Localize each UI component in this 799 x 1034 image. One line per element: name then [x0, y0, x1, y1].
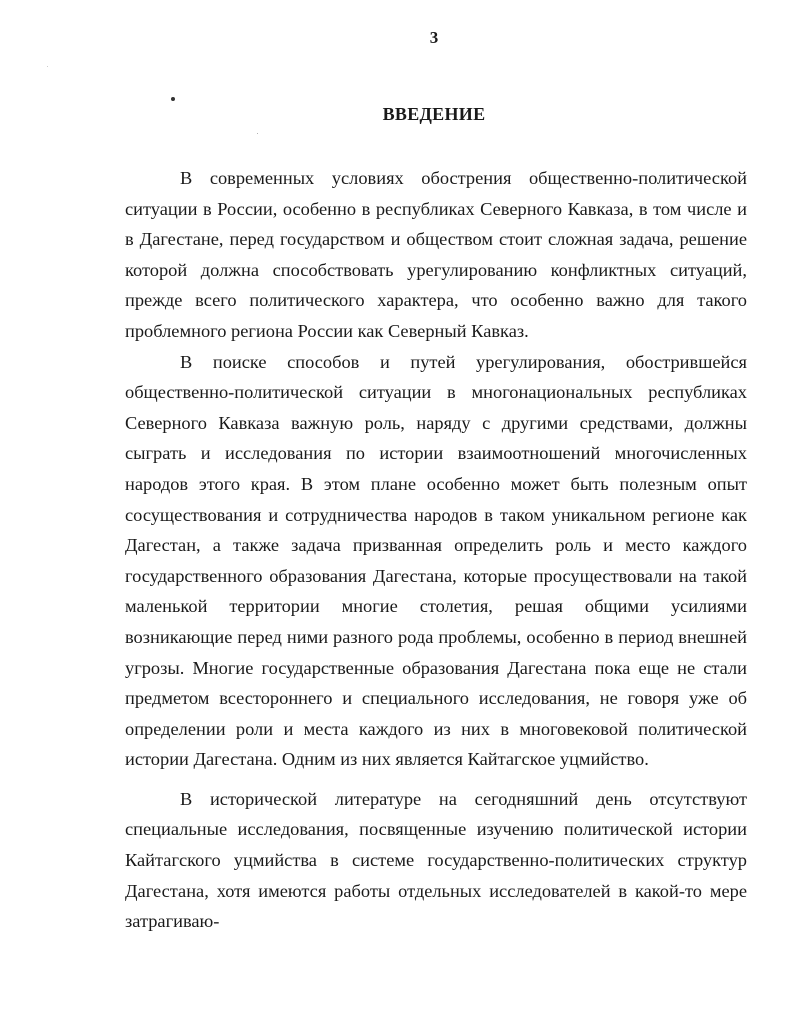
- page-number: 3: [429, 28, 439, 47]
- body-text: [125, 163, 747, 937]
- paragraph-2: В поиске способов и путей урегулирования, обострившейся общественно-политической ситуации в многонациональных республиках Северного Кавказа важную роль, наряду с другими средствами, должны сыграть и исследования по истории взаимоотношений многочисленных народов этого края. В этом плане особенно может быть полезным опыт сосуществования и сотрудничества народов в таком уникальном регионе как Дагестан, а также задача призванная определить роль и место каждого государственного образования Дагестана, которые просуществовали на такой маленькой территории многие столетия, решая общими усилиями возникающие перед ними разного рода проблемы, особенно в период внешней угрозы. Многие государственные образования Дагестана пока еще не стали предметом всестороннего и специального исследования, не говоря уже об определении роли и места каждого из них в многовековой политической истории Дагестана. Одним из них является Кайтагское уцмийство.: [125, 351, 747, 770]
- scan-speck: [171, 97, 175, 101]
- paragraph-3: В исторической литературе на сегодняшний день отсутствуют специальные исследования, посвященные изучению политической истории Кайтагского уцмийства в системе государственно-политических структур Дагестана, хотя имеются работы отдельных исследователей в какой-то мере затрагиваю-: [125, 788, 747, 932]
- paragraph-1: В современных условиях обострения общественно-политической ситуации в России, особенно в республиках Северного Кавказа, в том числе и в Дагестане, перед государством и обществом стоит сложная задача, решение которой должна способствовать урегулированию конфликтных ситуаций, прежде всего политического характера, что особенно важно для такого проблемного региона России как Северный Кавказ.: [125, 168, 747, 341]
- scan-speck: [47, 66, 48, 67]
- scan-speck: [257, 133, 258, 134]
- section-heading: ВВЕДЕНИЕ: [382, 104, 486, 124]
